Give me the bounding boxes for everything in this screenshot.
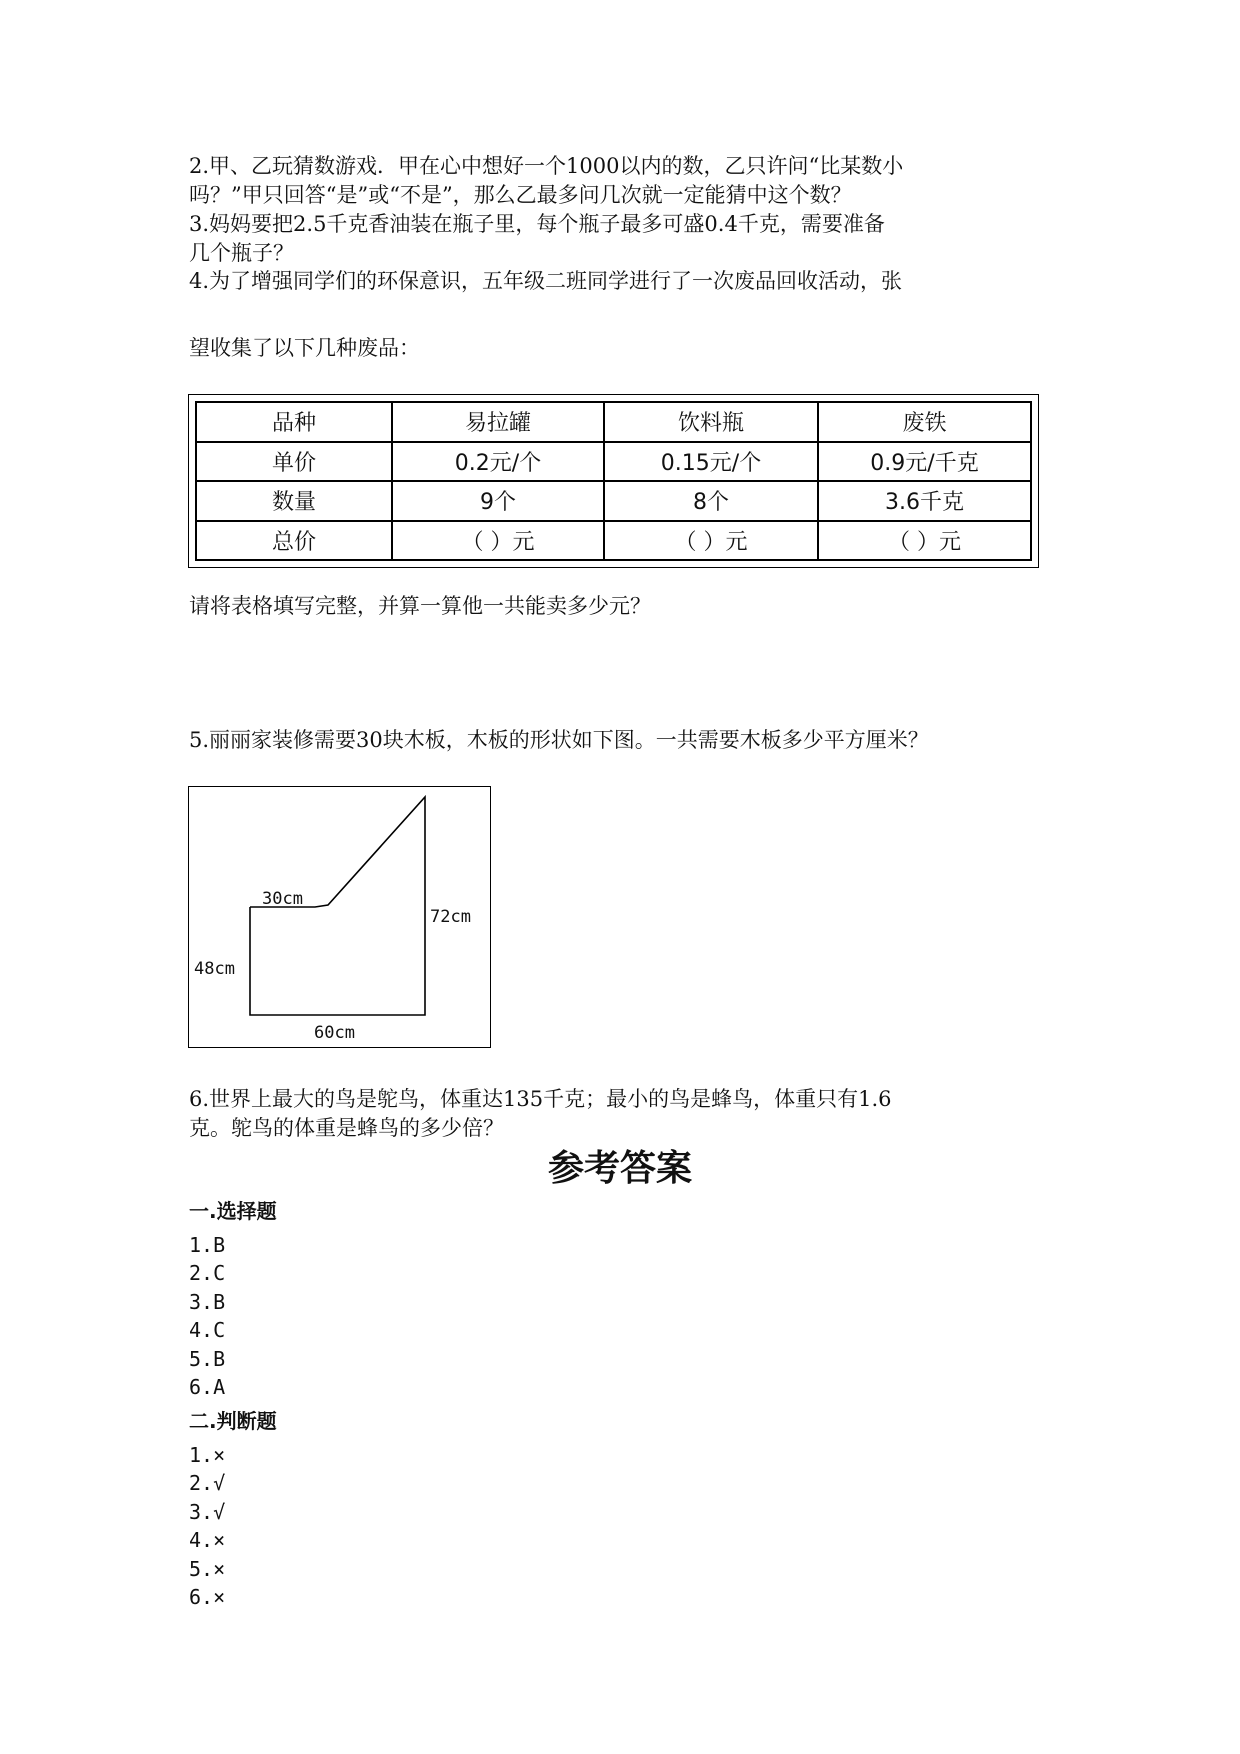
answer-item: 2.C xyxy=(189,1261,226,1285)
top-edge-label: 30cm xyxy=(262,889,303,909)
q3-line-1: 3.妈妈要把2.5千克香油装在瓶子里，每个瓶子最多可盛0.4千克，需要准备 xyxy=(189,212,885,236)
table-cell: （ ）元 xyxy=(392,521,604,561)
q3-line-2: 几个瓶子？ xyxy=(189,241,294,265)
table-cell: （ ）元 xyxy=(604,521,818,561)
table-cell: 0.15元/个 xyxy=(604,442,818,482)
table-cell: 9个 xyxy=(392,481,604,521)
answer-item: 3.√ xyxy=(189,1500,226,1524)
q4-line-2: 望收集了以下几种废品： xyxy=(189,336,420,360)
table-cell: 0.9元/千克 xyxy=(818,442,1031,482)
q4-line-1: 4.为了增强同学们的环保意识，五年级二班同学进行了一次废品回收活动，张 xyxy=(189,269,903,293)
table-row xyxy=(196,521,1031,561)
left-edge-label: 48cm xyxy=(194,959,235,979)
answer-item: 1.× xyxy=(189,1443,226,1467)
q5-text: 5.丽丽家装修需要30块木板，木板的形状如下图。一共需要木板多少平方厘米？ xyxy=(189,728,929,752)
table-cell: 数量 xyxy=(196,481,392,521)
right-edge-label: 72cm xyxy=(430,907,471,927)
answer-item: 2.√ xyxy=(189,1471,226,1495)
table-cell: 单价 xyxy=(196,442,392,482)
q6-line-2: 克。鸵鸟的体重是蜂鸟的多少倍？ xyxy=(189,1116,504,1140)
table-row xyxy=(196,402,1031,442)
answer-item: 1.B xyxy=(189,1233,226,1257)
section-heading-judgement: 二.判断题 xyxy=(189,1409,277,1433)
table-header-cell: 废铁 xyxy=(818,402,1031,442)
table-cell: （ ）元 xyxy=(818,521,1031,561)
answer-item: 3.B xyxy=(189,1290,226,1314)
table-cell: 0.2元/个 xyxy=(392,442,604,482)
table-row xyxy=(196,481,1031,521)
bottom-edge-label: 60cm xyxy=(314,1023,355,1043)
q6-line-1: 6.世界上最大的鸟是鸵鸟，体重达135千克；最小的鸟是蜂鸟，体重只有1.6 xyxy=(189,1087,892,1111)
table-header-cell: 饮料瓶 xyxy=(604,402,818,442)
answer-title: 参考答案 xyxy=(547,1148,692,1189)
q4-prompt: 请将表格填写完整，并算一算他一共能卖多少元？ xyxy=(189,594,651,618)
section-heading-choice: 一.选择题 xyxy=(189,1199,277,1223)
answer-item: 5.× xyxy=(189,1557,226,1581)
table-cell: 总价 xyxy=(196,521,392,561)
table-header-cell: 易拉罐 xyxy=(392,402,604,442)
answer-item: 5.B xyxy=(189,1347,226,1371)
table-cell: 3.6千克 xyxy=(818,481,1031,521)
answer-item: 6.× xyxy=(189,1585,226,1609)
board-shape-figure xyxy=(188,786,491,1048)
q2-line-1: 2.甲、乙玩猜数游戏．甲在心中想好一个1000以内的数，乙只许问“比某数小 xyxy=(189,154,904,178)
q2-line-2: 吗？”甲只回答“是”或“不是”，那么乙最多问几次就一定能猜中这个数？ xyxy=(189,183,852,207)
table-header-cell: 品种 xyxy=(196,402,392,442)
answer-item: 6.A xyxy=(189,1375,226,1399)
table-cell: 8个 xyxy=(604,481,818,521)
waste-price-table xyxy=(188,394,1039,568)
answer-item: 4.× xyxy=(189,1528,226,1552)
table-row xyxy=(196,442,1031,482)
answer-item: 4.C xyxy=(189,1318,226,1342)
